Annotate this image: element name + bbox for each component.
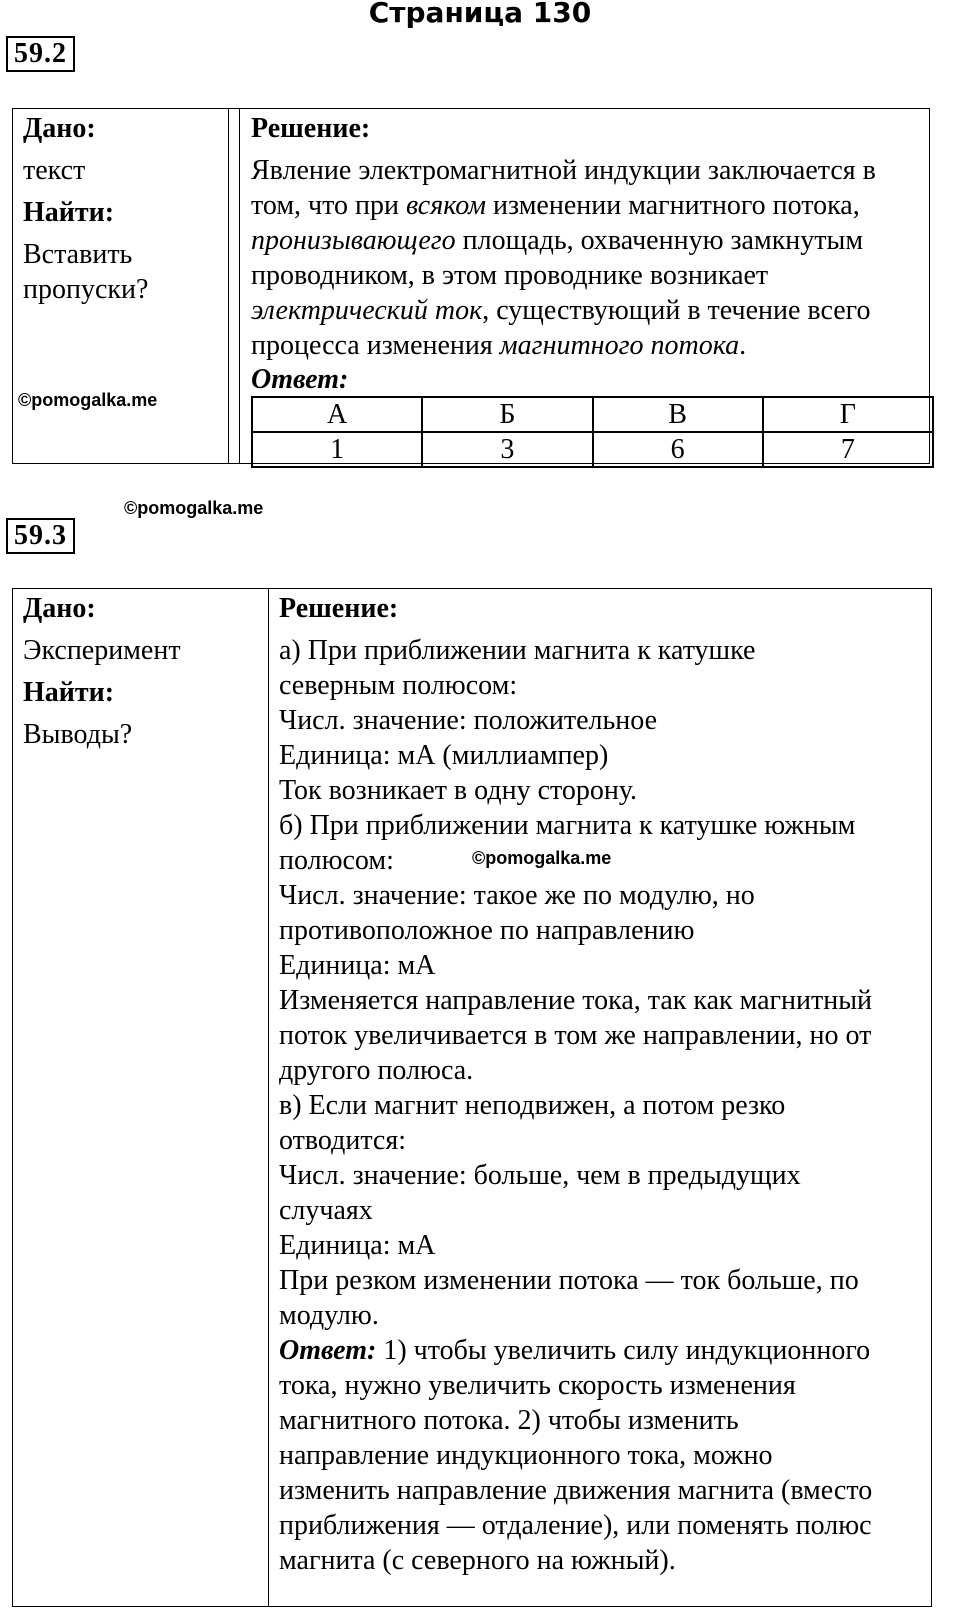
answer-table-value-row [252,432,933,467]
answer-header-cell: В [593,397,763,432]
solution-line-1: Явление электромагнитной индукции заключается в [251,155,876,186]
answer-value-cell: 1 [252,432,422,467]
find-label: Найти: [23,197,115,228]
answer-value-cell: 3 [422,432,592,467]
emphasis-word: всяком [405,190,487,221]
solution-line: модулю. [279,1300,379,1331]
solution-line: Единица: мА [279,950,436,981]
solution-line: Единица: мА [279,1230,436,1261]
solution-line: При резком изменении потока — ток больше, по [279,1265,859,1296]
watermark: ©pomogalka.me [18,390,158,410]
answer-line: направление индукционного тока, можно [279,1440,773,1471]
answer-line: магнитного потока. 2) чтобы изменить [279,1405,739,1436]
answer-line: тока, нужно увеличить скорость изменения [279,1370,796,1401]
page-title: Страница 130 [368,0,592,29]
solution-column [239,109,929,463]
solution-line-6: процесса изменения магнитного потока. [251,330,747,361]
solution-line: поток увеличивается в том же направлении, но от [279,1020,872,1051]
given-label: Дано: [23,113,96,144]
solution-line: Числ. значение: больше, чем в предыдущих [279,1160,801,1191]
answer-header-cell: Б [422,397,592,432]
answer-line: приближения — отдаление), или поменять полюс [279,1510,872,1541]
task-number-59-2: 59.2 [6,36,75,72]
find-value-line-1: Вставить [23,239,133,270]
answer-label: Ответ: [251,364,349,395]
solution-line: Числ. значение: положительное [279,705,657,736]
given-value: текст [23,155,86,186]
answer-label: Ответ: [279,1335,377,1366]
solution-line: б) При приближении магнита к катушке южным [279,810,856,841]
solution-line-5: электрический ток, существующий в течение всего [251,295,871,326]
watermark: ©pomogalka.me [124,498,264,518]
solution-line: полюсом: [279,845,394,876]
solution-line: другого полюса. [279,1055,474,1086]
solution-line: случаях [279,1195,373,1226]
solution-line: северным полюсом: [279,670,518,701]
find-value: Выводы? [23,719,133,750]
find-label: Найти: [23,677,115,708]
solution-line: в) Если магнит неподвижен, а потом резко [279,1090,786,1121]
solution-line: отводится: [279,1125,406,1156]
solution-column [269,589,931,1606]
solution-line: противоположное по направлению [279,915,695,946]
find-value-line-2: пропуски? [23,274,149,305]
solution-line: а) При приближении магнита к катушке [279,635,756,666]
answer-line: магнита (с северного на южный). [279,1545,676,1576]
solution-label: Решение: [251,113,371,144]
solution-line: Ток возникает в одну сторону. [279,775,638,806]
answer-line: Ответ: 1) чтобы увеличить силу индукционного [279,1335,871,1366]
task-59-2-table [12,108,930,464]
answer-table [251,396,934,468]
solution-line: Изменяется направление тока, так как магнитный [279,985,873,1016]
emphasis-word: пронизывающего [251,225,456,256]
task-59-3-table [12,588,932,1607]
emphasis-word: электрический ток [251,295,483,326]
answer-value-cell: 7 [763,432,933,467]
given-column [13,589,269,1606]
emphasis-word: магнитного потока [499,330,740,361]
task-number-59-3: 59.3 [6,518,75,554]
solution-line-3: пронизывающего площадь, охваченную замкнутым [251,225,864,256]
solution-label: Решение: [279,593,399,624]
solution-line-2: том, что при всяком изменении магнитного потока, [251,190,860,221]
given-value: Эксперимент [23,635,181,666]
solution-line: Числ. значение: такое же по модулю, но [279,880,755,911]
answer-header-cell: А [252,397,422,432]
solution-line-4: проводником, в этом проводнике возникает [251,260,769,291]
given-label: Дано: [23,593,96,624]
answer-header-cell: Г [763,397,933,432]
answer-value-cell: 6 [593,432,763,467]
answer-line: изменить направление движения магнита (вместо [279,1475,873,1506]
answer-table-header-row [252,397,933,432]
solution-line: Единица: мА (миллиампер) [279,740,609,771]
watermark: ©pomogalka.me [472,848,612,868]
